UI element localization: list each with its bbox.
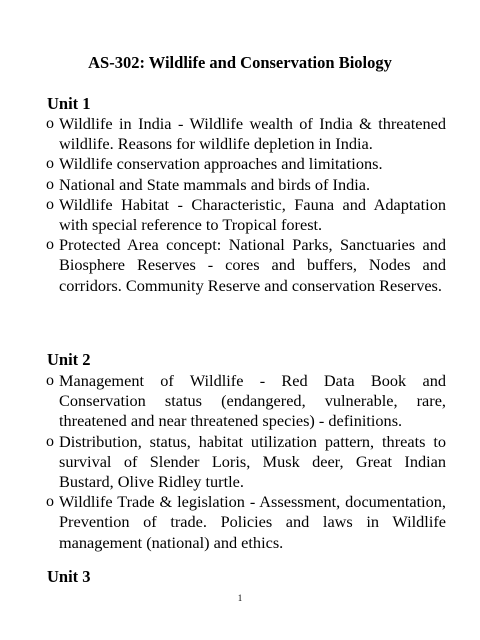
unit-2-heading: Unit 2 bbox=[47, 350, 91, 369]
list-item bbox=[46, 432, 446, 493]
unit-2-list bbox=[46, 371, 446, 553]
bullet-icon: o bbox=[46, 195, 54, 213]
bullet-icon: o bbox=[46, 493, 54, 511]
bullet-icon: o bbox=[46, 236, 54, 254]
bullet-icon: o bbox=[46, 432, 54, 450]
list-item-text: National and State mammals and birds of India. bbox=[59, 174, 371, 194]
list-item bbox=[46, 175, 446, 195]
list-item-text: Wildlife in India - Wildlife wealth of India & threatened wildlife. Reasons for wildlife depletion in India. bbox=[59, 114, 446, 154]
list-item-text: Management of Wildlife - Red Data Book and Conservation status (endangered, vulnerable, rare, threatened and near threatened species) - definitions. bbox=[59, 371, 446, 431]
unit-1-heading: Unit 1 bbox=[47, 94, 91, 113]
list-item-text: Protected Area concept: National Parks, Sanctuaries and Biosphere Reserves - cores and buffers, Nodes and corridors. Community Reserve and conservation Reserves. bbox=[59, 235, 446, 295]
list-item bbox=[46, 492, 446, 553]
list-item-text: Wildlife Trade & legislation - Assessment, documentation, Prevention of trade. Policies and laws in Wildlife management (national) and ethics. bbox=[59, 492, 446, 552]
bullet-icon: o bbox=[46, 155, 54, 173]
list-item-text: Distribution, status, habitat utilization pattern, threats to survival of Slender Loris, Musk deer, Great Indian Bustard, Olive Ridley turtle. bbox=[59, 431, 446, 492]
list-item bbox=[46, 195, 446, 235]
bullet-icon: o bbox=[46, 175, 54, 193]
bullet-icon: o bbox=[46, 372, 54, 389]
document-title: AS-302: Wildlife and Conservation Biology bbox=[88, 53, 392, 72]
list-item bbox=[46, 114, 446, 154]
list-item bbox=[46, 371, 446, 432]
bullet-icon: o bbox=[46, 115, 54, 132]
page-number: 1 bbox=[237, 593, 243, 603]
list-item bbox=[46, 235, 446, 296]
unit-1-list bbox=[46, 114, 446, 296]
unit-3-heading: Unit 3 bbox=[47, 567, 91, 586]
list-item-text: Wildlife Habitat - Characteristic, Fauna and Adaptation with special reference to Tropical forest. bbox=[59, 194, 446, 235]
list-item bbox=[46, 154, 446, 174]
list-item-text: Wildlife conservation approaches and limitations. bbox=[59, 154, 383, 174]
